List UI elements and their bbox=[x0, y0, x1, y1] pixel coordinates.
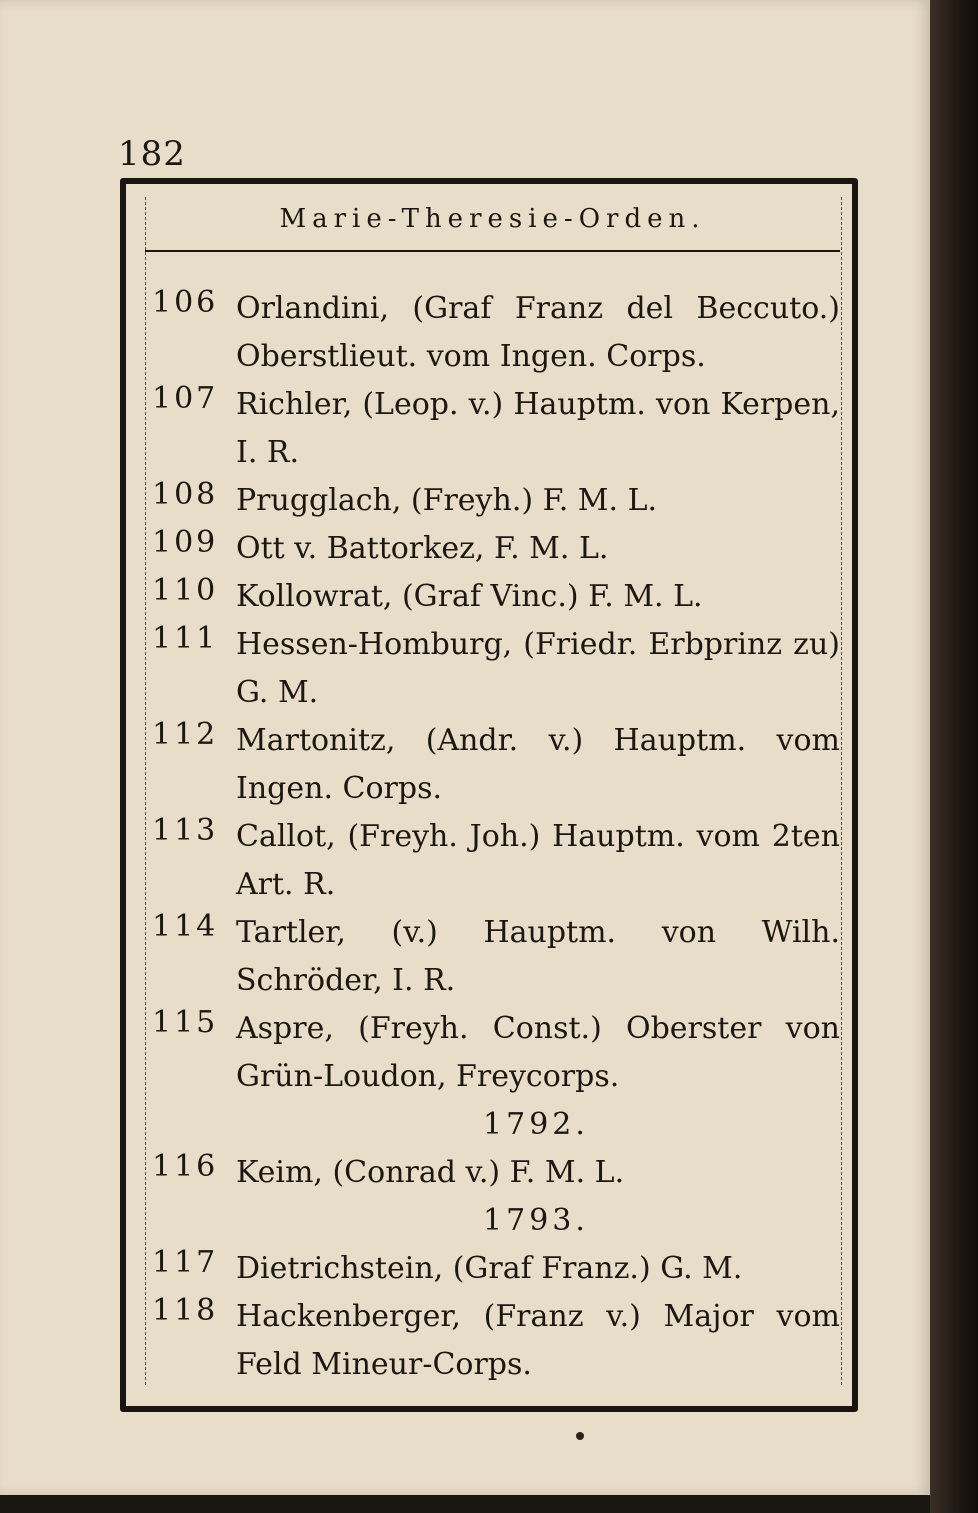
list-item bbox=[152, 477, 840, 525]
entry-number: 114 bbox=[152, 909, 219, 944]
entry-number: 111 bbox=[152, 621, 219, 656]
entry-number: 110 bbox=[152, 573, 219, 608]
entry-number: 112 bbox=[152, 717, 219, 752]
page-mark-dot bbox=[576, 1432, 584, 1440]
entry-text: Prugglach, (Freyh.) F. M. L. bbox=[236, 483, 658, 518]
entry-number: 106 bbox=[152, 285, 219, 320]
entry-number: 107 bbox=[152, 381, 219, 416]
entry-number: 115 bbox=[152, 1005, 219, 1040]
list-item bbox=[152, 1005, 840, 1101]
list-item bbox=[152, 285, 840, 381]
entry-number: 113 bbox=[152, 813, 219, 848]
entry-text: Hackenberger, (Franz v.) Major vom Feld Mineur-Corps. bbox=[236, 1299, 840, 1382]
list-item bbox=[152, 573, 840, 621]
list-item bbox=[152, 909, 840, 1005]
entry-text: Kollowrat, (Graf Vinc.) F. M. L. bbox=[236, 579, 703, 614]
entry-text: Dietrichstein, (Graf Franz.) G. M. bbox=[236, 1251, 743, 1286]
book-gutter bbox=[930, 0, 978, 1513]
entry-text: Keim, (Conrad v.) F. M. L. bbox=[236, 1155, 625, 1190]
entry-number: 109 bbox=[152, 525, 219, 560]
entry-number: 116 bbox=[152, 1149, 219, 1184]
list-item bbox=[152, 1293, 840, 1389]
entry-text: Tartler, (v.) Hauptm. von Wilh. Schröder, I. R. bbox=[236, 915, 840, 998]
entry-text: Ott v. Battorkez, F. M. L. bbox=[236, 531, 609, 566]
header-title: Marie-Theresie-Orden. bbox=[279, 204, 706, 234]
list-item bbox=[152, 717, 840, 813]
list-item bbox=[152, 621, 840, 717]
list-item bbox=[152, 1245, 840, 1293]
page-number: 182 bbox=[118, 134, 186, 174]
year-heading-1793: 1793. bbox=[483, 1203, 589, 1238]
entry-text: Richler, (Leop. v.) Hauptm. von Kerpen, I. R. bbox=[236, 387, 840, 470]
list-item bbox=[152, 813, 840, 909]
entry-number: 118 bbox=[152, 1293, 219, 1328]
entry-text: Callot, (Freyh. Joh.) Hauptm. vom 2ten Art. R. bbox=[236, 819, 840, 902]
list-item bbox=[152, 1149, 840, 1197]
entry-number: 108 bbox=[152, 477, 219, 512]
entry-text: Martonitz, (Andr. v.) Hauptm. vom Ingen. Corps. bbox=[236, 723, 840, 806]
list-item bbox=[152, 381, 840, 477]
entry-text: Aspre, (Freyh. Const.) Oberster von Grün-Loudon, Freycorps. bbox=[236, 1011, 840, 1094]
entry-text: Orlandini, (Graf Franz del Beccuto.) Oberstlieut. vom Ingen. Corps. bbox=[236, 291, 840, 374]
running-header bbox=[145, 200, 840, 252]
entry-number: 117 bbox=[152, 1245, 219, 1280]
entry-text: Hessen-Homburg, (Friedr. Erbprinz zu) G. M. bbox=[236, 627, 840, 710]
list-item bbox=[152, 525, 840, 573]
entry-list bbox=[152, 285, 840, 1389]
year-heading-1792: 1792. bbox=[483, 1107, 589, 1142]
